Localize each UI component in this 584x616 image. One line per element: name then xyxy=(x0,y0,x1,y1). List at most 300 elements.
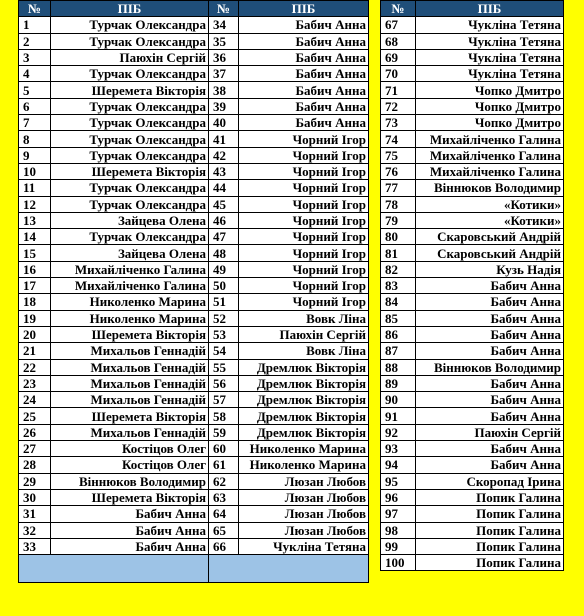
row-name: Попик Галина xyxy=(416,555,564,571)
row-name: Кузь Надія xyxy=(416,261,564,277)
row-number: 92 xyxy=(381,424,416,440)
row-number: 38 xyxy=(209,82,239,98)
row-name: Турчак Олександра xyxy=(51,115,209,131)
row-name: Михальов Геннадій xyxy=(51,343,209,359)
table-row xyxy=(19,506,209,522)
table-row xyxy=(19,375,209,391)
row-name: Бабич Анна xyxy=(239,115,369,131)
row-number: 62 xyxy=(209,473,239,489)
table-row xyxy=(209,441,369,457)
row-name: Чорний Ігор xyxy=(239,180,369,196)
table-row xyxy=(19,294,209,310)
table-row xyxy=(209,326,369,342)
row-number: 57 xyxy=(209,392,239,408)
table-row xyxy=(209,17,369,33)
row-name: Попик Галина xyxy=(416,506,564,522)
row-number: 97 xyxy=(381,506,416,522)
table-row xyxy=(381,17,564,33)
row-number: 86 xyxy=(381,326,416,342)
table-row xyxy=(19,359,209,375)
number-header: № xyxy=(381,1,416,17)
row-number: 94 xyxy=(381,457,416,473)
row-name: Дремлюк Вікторія xyxy=(239,424,369,440)
row-name: Чопко Дмитро xyxy=(416,82,564,98)
row-number: 11 xyxy=(19,180,51,196)
table-row xyxy=(209,261,369,277)
table-row xyxy=(381,98,564,114)
row-number: 93 xyxy=(381,441,416,457)
row-number: 37 xyxy=(209,66,239,82)
row-number: 95 xyxy=(381,473,416,489)
row-number: 68 xyxy=(381,33,416,49)
row-name: Чорний Ігор xyxy=(239,245,369,261)
row-name: Віннюков Володимир xyxy=(51,473,209,489)
row-name: Вовк Ліна xyxy=(239,343,369,359)
row-number: 69 xyxy=(381,49,416,65)
row-number: 39 xyxy=(209,98,239,114)
table-row xyxy=(381,408,564,424)
table-row xyxy=(19,17,209,33)
row-name: Бабич Анна xyxy=(416,343,564,359)
row-name: Чорний Ігор xyxy=(239,229,369,245)
table-row xyxy=(381,343,564,359)
row-name: Дремлюк Вікторія xyxy=(239,392,369,408)
row-number: 67 xyxy=(381,17,416,33)
table-row xyxy=(381,245,564,261)
row-name: Бабич Анна xyxy=(416,408,564,424)
row-name: Чукліна Тетяна xyxy=(416,17,564,33)
row-number: 63 xyxy=(209,489,239,505)
row-number: 50 xyxy=(209,278,239,294)
row-number: 28 xyxy=(19,457,51,473)
row-number: 75 xyxy=(381,147,416,163)
table-row xyxy=(209,66,369,82)
table-row xyxy=(209,98,369,114)
row-name: Чорний Ігор xyxy=(239,294,369,310)
table-row xyxy=(19,131,209,147)
table-row xyxy=(19,278,209,294)
row-name: Бабич Анна xyxy=(416,441,564,457)
row-number: 71 xyxy=(381,82,416,98)
table-row xyxy=(381,196,564,212)
table-row xyxy=(19,408,209,424)
row-name: Михайліченко Галина xyxy=(51,278,209,294)
row-number: 98 xyxy=(381,522,416,538)
row-number: 17 xyxy=(19,278,51,294)
row-number: 14 xyxy=(19,229,51,245)
row-name: Попик Галина xyxy=(416,522,564,538)
row-name: Турчак Олександра xyxy=(51,180,209,196)
row-name: Турчак Олександра xyxy=(51,17,209,33)
row-number: 6 xyxy=(19,98,51,114)
row-number: 1 xyxy=(19,17,51,33)
row-name: Шеремета Вікторія xyxy=(51,163,209,179)
row-number: 59 xyxy=(209,424,239,440)
row-name: Чорний Ігор xyxy=(239,163,369,179)
row-name: Бабич Анна xyxy=(239,66,369,82)
table-row xyxy=(209,163,369,179)
row-number: 70 xyxy=(381,66,416,82)
table-row xyxy=(19,522,209,538)
row-name: Бабич Анна xyxy=(416,392,564,408)
row-name: Турчак Олександра xyxy=(51,229,209,245)
table-row xyxy=(209,180,369,196)
row-name: Костіцов Олег xyxy=(51,441,209,457)
row-number: 12 xyxy=(19,196,51,212)
row-number: 79 xyxy=(381,212,416,228)
row-number: 25 xyxy=(19,408,51,424)
row-number: 77 xyxy=(381,180,416,196)
row-name: Михайліченко Галина xyxy=(51,261,209,277)
row-name: «Котики» xyxy=(416,196,564,212)
table-row xyxy=(381,457,564,473)
row-number: 60 xyxy=(209,441,239,457)
table-row xyxy=(209,489,369,505)
row-name: Шеремета Вікторія xyxy=(51,489,209,505)
table-row xyxy=(19,392,209,408)
row-name: Николенко Марина xyxy=(239,441,369,457)
row-number: 4 xyxy=(19,66,51,82)
header-row xyxy=(209,1,369,17)
table-row xyxy=(381,180,564,196)
table-row xyxy=(381,49,564,65)
row-name: Бабич Анна xyxy=(416,278,564,294)
row-name: Віннюков Володимир xyxy=(416,180,564,196)
row-name: Паюхін Сергій xyxy=(51,49,209,65)
table-row xyxy=(209,82,369,98)
row-name: Чукліна Тетяна xyxy=(416,66,564,82)
table-row xyxy=(209,131,369,147)
number-header: № xyxy=(19,1,51,17)
row-name: Дремлюк Вікторія xyxy=(239,375,369,391)
table-row xyxy=(209,424,369,440)
name-header: ПІБ xyxy=(239,1,369,17)
row-number: 44 xyxy=(209,180,239,196)
row-number: 40 xyxy=(209,115,239,131)
table-row xyxy=(381,33,564,49)
table-row xyxy=(209,115,369,131)
table-row xyxy=(381,506,564,522)
row-number: 5 xyxy=(19,82,51,98)
table-row xyxy=(381,310,564,326)
row-name: Паюхін Сергій xyxy=(416,424,564,440)
table-row xyxy=(19,180,209,196)
row-number: 34 xyxy=(209,17,239,33)
row-number: 26 xyxy=(19,424,51,440)
row-name: Люзан Любов xyxy=(239,506,369,522)
row-name: Турчак Олександра xyxy=(51,98,209,114)
row-number: 80 xyxy=(381,229,416,245)
row-name: Турчак Олександра xyxy=(51,147,209,163)
row-name: Бабич Анна xyxy=(416,326,564,342)
header-row xyxy=(19,1,209,17)
table-row xyxy=(209,392,369,408)
table-row xyxy=(381,229,564,245)
row-name: Бабич Анна xyxy=(239,33,369,49)
table-row xyxy=(381,278,564,294)
table-row xyxy=(209,294,369,310)
empty-footer-row xyxy=(209,555,369,583)
table-row xyxy=(381,115,564,131)
row-number: 84 xyxy=(381,294,416,310)
table-row xyxy=(209,359,369,375)
row-name: Люзан Любов xyxy=(239,522,369,538)
table-row xyxy=(381,131,564,147)
table-row xyxy=(19,457,209,473)
table-row xyxy=(381,359,564,375)
table-row xyxy=(381,522,564,538)
row-number: 36 xyxy=(209,49,239,65)
row-number: 41 xyxy=(209,131,239,147)
row-number: 54 xyxy=(209,343,239,359)
name-header: ПІБ xyxy=(416,1,564,17)
row-number: 8 xyxy=(19,131,51,147)
row-name: Чукліна Тетяна xyxy=(416,49,564,65)
table-row xyxy=(381,147,564,163)
row-name: Чукліна Тетяна xyxy=(416,33,564,49)
table-row xyxy=(19,163,209,179)
row-name: Скаровський Андрій xyxy=(416,229,564,245)
table-column-3 xyxy=(380,0,564,571)
table-row xyxy=(209,375,369,391)
row-name: Михальов Геннадій xyxy=(51,424,209,440)
table-row xyxy=(381,66,564,82)
table-row xyxy=(381,555,564,571)
table-row xyxy=(209,408,369,424)
row-number: 66 xyxy=(209,538,239,554)
row-name: Бабич Анна xyxy=(51,522,209,538)
table-row xyxy=(209,522,369,538)
table-row xyxy=(19,441,209,457)
row-number: 96 xyxy=(381,489,416,505)
name-header: ПІБ xyxy=(51,1,209,17)
row-name: «Котики» xyxy=(416,212,564,228)
row-name: Турчак Олександра xyxy=(51,131,209,147)
row-number: 45 xyxy=(209,196,239,212)
row-name: Зайцева Олена xyxy=(51,245,209,261)
table-row xyxy=(209,147,369,163)
row-number: 91 xyxy=(381,408,416,424)
row-name: Шеремета Вікторія xyxy=(51,82,209,98)
row-number: 89 xyxy=(381,375,416,391)
row-name: Бабич Анна xyxy=(239,17,369,33)
row-number: 32 xyxy=(19,522,51,538)
table-row xyxy=(19,98,209,114)
table-row xyxy=(209,457,369,473)
row-number: 33 xyxy=(19,538,51,554)
row-number: 64 xyxy=(209,506,239,522)
row-number: 51 xyxy=(209,294,239,310)
row-name: Михальов Геннадій xyxy=(51,392,209,408)
table-row xyxy=(381,424,564,440)
row-number: 2 xyxy=(19,33,51,49)
row-name: Чукліна Тетяна xyxy=(239,538,369,554)
row-number: 47 xyxy=(209,229,239,245)
table-row xyxy=(209,212,369,228)
table-column-2 xyxy=(208,0,369,583)
row-name: Бабич Анна xyxy=(416,310,564,326)
table-row xyxy=(381,375,564,391)
row-number: 46 xyxy=(209,212,239,228)
row-name: Чорний Ігор xyxy=(239,147,369,163)
row-name: Михальов Геннадій xyxy=(51,375,209,391)
row-name: Бабич Анна xyxy=(51,506,209,522)
row-name: Паюхін Сергій xyxy=(239,326,369,342)
table-row xyxy=(19,229,209,245)
row-number: 53 xyxy=(209,326,239,342)
row-name: Скоропад Ірина xyxy=(416,473,564,489)
row-name: Михайліченко Галина xyxy=(416,147,564,163)
row-number: 9 xyxy=(19,147,51,163)
row-number: 23 xyxy=(19,375,51,391)
row-number: 78 xyxy=(381,196,416,212)
row-number: 16 xyxy=(19,261,51,277)
table-row xyxy=(209,278,369,294)
row-name: Михальов Геннадій xyxy=(51,359,209,375)
table-row xyxy=(381,473,564,489)
row-name: Бабич Анна xyxy=(416,294,564,310)
row-number: 65 xyxy=(209,522,239,538)
table-row xyxy=(381,538,564,554)
number-header: № xyxy=(209,1,239,17)
row-number: 43 xyxy=(209,163,239,179)
row-name: Чорний Ігор xyxy=(239,212,369,228)
row-name: Михайліченко Галина xyxy=(416,163,564,179)
row-number: 22 xyxy=(19,359,51,375)
row-number: 85 xyxy=(381,310,416,326)
row-name: Чорний Ігор xyxy=(239,278,369,294)
row-number: 88 xyxy=(381,359,416,375)
empty-cell xyxy=(209,555,369,583)
row-name: Чорний Ігор xyxy=(239,131,369,147)
row-number: 21 xyxy=(19,343,51,359)
row-number: 3 xyxy=(19,49,51,65)
row-number: 81 xyxy=(381,245,416,261)
row-number: 30 xyxy=(19,489,51,505)
row-name: Люзан Любов xyxy=(239,473,369,489)
row-name: Шеремета Вікторія xyxy=(51,408,209,424)
row-number: 56 xyxy=(209,375,239,391)
table-row xyxy=(19,538,209,554)
table-row xyxy=(381,82,564,98)
row-number: 18 xyxy=(19,294,51,310)
row-number: 76 xyxy=(381,163,416,179)
row-name: Дремлюк Вікторія xyxy=(239,359,369,375)
table-row xyxy=(209,196,369,212)
table-row xyxy=(381,326,564,342)
row-name: Бабич Анна xyxy=(416,457,564,473)
table-row xyxy=(19,261,209,277)
table-row xyxy=(381,441,564,457)
row-number: 13 xyxy=(19,212,51,228)
row-number: 58 xyxy=(209,408,239,424)
table-row xyxy=(209,33,369,49)
row-name: Скаровський Андрій xyxy=(416,245,564,261)
row-name: Віннюков Володимир xyxy=(416,359,564,375)
table-row xyxy=(209,49,369,65)
row-name: Бабич Анна xyxy=(416,375,564,391)
row-name: Попик Галина xyxy=(416,489,564,505)
empty-footer-row xyxy=(19,555,209,583)
row-name: Бабич Анна xyxy=(239,49,369,65)
table-row xyxy=(381,489,564,505)
row-number: 19 xyxy=(19,310,51,326)
table-row xyxy=(209,538,369,554)
row-number: 27 xyxy=(19,441,51,457)
row-name: Чопко Дмитро xyxy=(416,115,564,131)
row-number: 35 xyxy=(209,33,239,49)
table-row xyxy=(19,196,209,212)
row-number: 90 xyxy=(381,392,416,408)
row-name: Турчак Олександра xyxy=(51,66,209,82)
table-row xyxy=(381,294,564,310)
table-row xyxy=(19,147,209,163)
row-name: Николенко Марина xyxy=(51,310,209,326)
row-number: 49 xyxy=(209,261,239,277)
table-row xyxy=(209,245,369,261)
row-name: Зайцева Олена xyxy=(51,212,209,228)
row-number: 52 xyxy=(209,310,239,326)
row-name: Чорний Ігор xyxy=(239,196,369,212)
row-number: 87 xyxy=(381,343,416,359)
row-number: 29 xyxy=(19,473,51,489)
table-row xyxy=(19,33,209,49)
row-number: 48 xyxy=(209,245,239,261)
row-name: Дремлюк Вікторія xyxy=(239,408,369,424)
row-name: Турчак Олександра xyxy=(51,33,209,49)
table-row xyxy=(19,326,209,342)
row-number: 73 xyxy=(381,115,416,131)
row-number: 24 xyxy=(19,392,51,408)
empty-cell xyxy=(19,555,209,583)
row-number: 20 xyxy=(19,326,51,342)
row-number: 42 xyxy=(209,147,239,163)
row-number: 61 xyxy=(209,457,239,473)
row-name: Михайліченко Галина xyxy=(416,131,564,147)
row-name: Вовк Ліна xyxy=(239,310,369,326)
row-name: Бабич Анна xyxy=(51,538,209,554)
row-number: 72 xyxy=(381,98,416,114)
row-name: Попик Галина xyxy=(416,538,564,554)
row-name: Чопко Дмитро xyxy=(416,98,564,114)
row-number: 55 xyxy=(209,359,239,375)
row-name: Бабич Анна xyxy=(239,82,369,98)
row-number: 10 xyxy=(19,163,51,179)
row-name: Чорний Ігор xyxy=(239,261,369,277)
table-row xyxy=(19,66,209,82)
row-number: 82 xyxy=(381,261,416,277)
table-row xyxy=(381,212,564,228)
row-number: 31 xyxy=(19,506,51,522)
row-name: Турчак Олександра xyxy=(51,196,209,212)
row-number: 15 xyxy=(19,245,51,261)
table-column-1 xyxy=(18,0,209,583)
row-number: 7 xyxy=(19,115,51,131)
row-name: Бабич Анна xyxy=(239,98,369,114)
table-row xyxy=(209,229,369,245)
row-number: 99 xyxy=(381,538,416,554)
table-row xyxy=(381,261,564,277)
table-row xyxy=(19,343,209,359)
row-number: 83 xyxy=(381,278,416,294)
table-row xyxy=(19,82,209,98)
row-name: Костіцов Олег xyxy=(51,457,209,473)
row-name: Шеремета Вікторія xyxy=(51,326,209,342)
table-row xyxy=(209,506,369,522)
table-row xyxy=(19,115,209,131)
row-name: Николенко Марина xyxy=(51,294,209,310)
header-row xyxy=(381,1,564,17)
